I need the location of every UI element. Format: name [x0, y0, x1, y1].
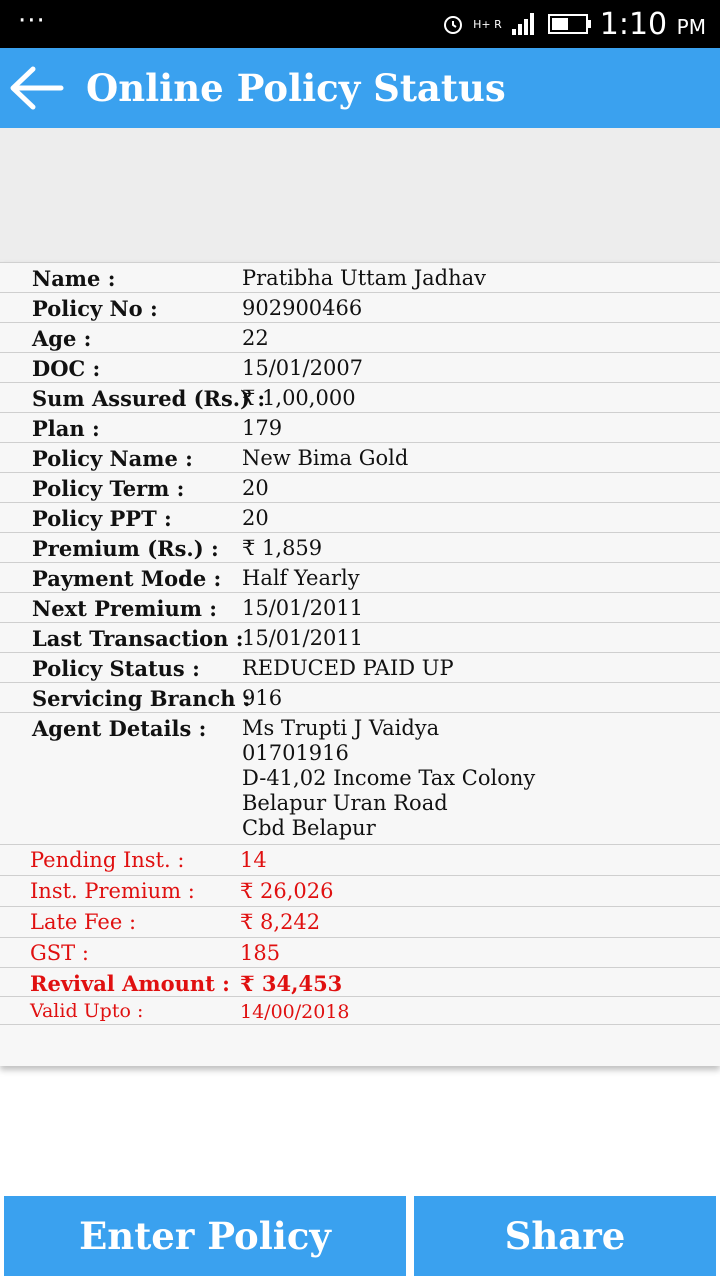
revival-row-revival-amount	[0, 968, 720, 997]
arrow-left-icon	[7, 65, 65, 111]
row-label: GST :	[30, 941, 89, 965]
row-value: 179	[242, 416, 283, 440]
detail-row-policy-name	[0, 443, 720, 473]
detail-row-premium	[0, 533, 720, 563]
detail-row-sum-assured	[0, 383, 720, 413]
row-label: Premium (Rs.) :	[32, 536, 219, 561]
row-value: ₹ 26,026	[240, 879, 334, 903]
enter-policy-button[interactable]: Enter Policy	[4, 1196, 406, 1276]
header-spacer	[0, 128, 720, 262]
signal-icon	[510, 11, 540, 37]
row-value: 15/01/2011	[242, 626, 364, 650]
row-label: Name :	[32, 266, 116, 291]
row-label: Late Fee :	[30, 910, 137, 934]
row-value: 14	[240, 848, 267, 872]
row-value: 916	[242, 686, 283, 710]
row-label: Policy Status :	[32, 656, 200, 681]
detail-row-policy-term	[0, 473, 720, 503]
row-label: Revival Amount :	[30, 971, 230, 996]
detail-row-payment-mode	[0, 563, 720, 593]
row-label: Age :	[32, 326, 92, 351]
app-bar	[0, 48, 720, 128]
detail-row-last-transaction	[0, 623, 720, 653]
row-label: Policy PPT :	[32, 506, 172, 531]
page-title: Online Policy Status	[86, 66, 506, 110]
back-button[interactable]	[0, 48, 76, 128]
detail-row-servicing-branch	[0, 683, 720, 713]
row-value: Half Yearly	[242, 566, 360, 590]
row-label: Agent Details :	[32, 716, 207, 741]
row-value: REDUCED PAID UP	[242, 656, 454, 680]
row-value: Ms Trupti J Vaidya 01701916 D-41,02 Income Tax Colony Belapur Uran Road Cbd Belapur	[242, 716, 536, 840]
alarm-icon	[441, 12, 465, 36]
status-bar	[0, 0, 720, 48]
row-value: Pratibha Uttam Jadhav	[242, 266, 486, 290]
detail-row-doc	[0, 353, 720, 383]
revival-row-gst	[0, 938, 720, 968]
detail-row-next-premium	[0, 593, 720, 623]
row-value: 185	[240, 941, 281, 965]
row-label: Next Premium :	[32, 596, 218, 621]
network-type-icon: H+ R	[473, 17, 502, 31]
detail-row-age	[0, 323, 720, 353]
share-button[interactable]: Share	[414, 1196, 716, 1276]
row-label: Last Transaction :	[32, 626, 244, 651]
row-label: Sum Assured (Rs.) :	[32, 386, 266, 411]
row-value: ₹ 1,859	[242, 536, 323, 560]
revival-row-valid-upto	[0, 997, 720, 1025]
clock-ampm: PM	[676, 14, 706, 39]
clock	[600, 7, 706, 42]
revival-row-late-fee	[0, 907, 720, 938]
row-value: 20	[242, 476, 269, 500]
row-value: New Bima Gold	[242, 446, 409, 470]
detail-row-policy-status	[0, 653, 720, 683]
row-label: Policy Term :	[32, 476, 185, 501]
status-bar-right	[441, 0, 706, 48]
row-label: Policy No :	[32, 296, 158, 321]
battery-icon	[548, 12, 592, 36]
detail-row-agent-details	[0, 713, 720, 845]
row-value: 14/00/2018	[240, 1001, 350, 1023]
notification-dots: ···	[18, 6, 46, 36]
row-value: ₹ 34,453	[240, 971, 343, 996]
detail-row-plan	[0, 413, 720, 443]
detail-row-name	[0, 263, 720, 293]
row-label: Pending Inst. :	[30, 848, 185, 872]
row-value: ₹ 1,00,000	[242, 386, 356, 410]
detail-row-policy-no	[0, 293, 720, 323]
row-label: Inst. Premium :	[30, 879, 195, 903]
row-label: Plan :	[32, 416, 100, 441]
row-value: 15/01/2011	[242, 596, 364, 620]
clock-time: 1:10	[599, 6, 668, 42]
policy-details-card	[0, 262, 720, 1066]
detail-row-policy-ppt	[0, 503, 720, 533]
revival-row-inst-premium	[0, 876, 720, 907]
row-label: Valid Upto :	[30, 1000, 144, 1022]
revival-row-pending-inst	[0, 845, 720, 876]
row-label: DOC :	[32, 356, 101, 381]
row-value: 20	[242, 506, 269, 530]
row-label: Servicing Branch :	[32, 686, 251, 711]
row-value: 902900466	[242, 296, 363, 320]
row-label: Policy Name :	[32, 446, 193, 471]
row-value: 15/01/2007	[242, 356, 364, 380]
row-value: ₹ 8,242	[240, 910, 321, 934]
row-value: 22	[242, 326, 269, 350]
row-label: Payment Mode :	[32, 566, 222, 591]
